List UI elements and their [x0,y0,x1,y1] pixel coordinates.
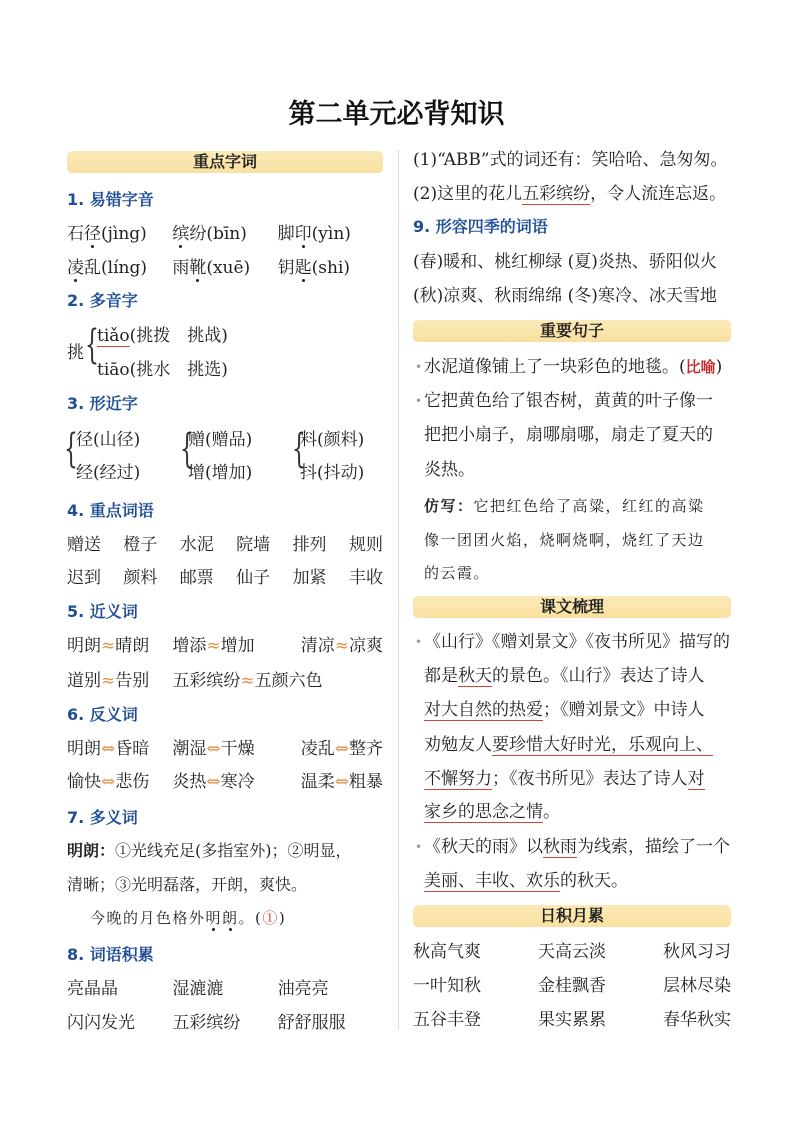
imitation: 像一团团火焰，烧啊烧啊，烧红了天边 [424,531,705,549]
text-span [278,634,383,658]
pron-item [278,256,383,280]
text-span: 果实累累 [538,1010,606,1030]
text-span: 增添 [172,636,207,656]
text-span [172,634,277,658]
text-span: (挑拨 挑战) [129,326,228,346]
text-span: 匙 [294,258,312,278]
text-span: 今晚的月色格外 [90,909,206,927]
pronunciation-row [67,222,383,246]
text-span: { [85,322,99,368]
heading-similar-chars: 3. 形近字 [67,394,138,413]
text-span: tiāo [97,360,130,380]
text-span: 天高云淡 [538,942,606,962]
text-span: ⇔ [101,772,116,792]
sentence: 把把小扇子，扇哪扇哪，扇走了夏天的 [424,425,713,445]
text-span: ；《赠刘景文》中诗人 [543,700,705,720]
text-span: ①光线充足(多指室外)；②明显， [115,841,352,860]
polyphone-reading [97,324,228,348]
text-span: 。 [543,802,560,822]
text-span: (挑水 挑选) [129,360,228,380]
pron-item [172,256,277,280]
text-span: 温柔 [300,772,335,792]
text-span: ≈ [334,636,349,656]
review-text [424,869,628,893]
text-span: tiǎo [97,326,130,346]
text-span: 邮票 [179,568,214,588]
text-span: 一叶知秋 [413,976,481,996]
text-span: 五颜六色 [254,671,323,691]
sentence [415,389,713,413]
idiom-row [413,1008,731,1032]
text-span: 家乡的思念之情 [424,802,543,822]
antonym-row [67,770,383,794]
idiom-row [413,974,731,998]
text-span [172,669,383,693]
similar-char: 经(经过) [76,463,141,483]
text-span: 增加 [220,636,255,656]
section-bar-key-words: 重点字词 [67,151,383,173]
word-row [67,566,383,590]
text-span: 都是 [424,666,458,686]
word-row [67,533,383,557]
text-span: 金桂飘香 [538,976,606,996]
bullet-icon: • [415,635,423,649]
heading-polyphone: 2. 多音字 [67,291,138,310]
text-span: 美丽、丰收、欢乐 [424,871,560,891]
review-text [424,733,713,757]
season-line: (春)暖和、桃红柳绿 (夏)炎热、骄阳似火 [413,252,717,272]
pronunciation-row [67,256,383,280]
text-span: 五彩缤纷 [522,184,591,204]
pron-item [172,222,277,246]
review-text [424,800,560,824]
synonym-row [67,634,383,658]
text-span: 乱 [84,258,101,278]
text-span: ⇔ [334,772,349,792]
text-span: ≈ [206,636,221,656]
text-span: 明朗 [67,739,101,759]
text-span: 纷 [189,224,207,244]
text-span: 的景色。《山行》表达了诗人 [492,666,705,686]
text-span [172,737,277,761]
heading-polysemy: 7. 多义词 [67,808,138,827]
text-span: (bīn) [206,224,247,244]
heading-synonyms: 5. 近义词 [67,602,138,621]
text-span [172,770,277,794]
column-divider [398,150,399,1030]
text-span: 晴朗 [115,636,150,656]
review-text [424,698,705,722]
text-span: 明 [205,909,223,927]
text-span: 水泥 [179,535,214,555]
review-text [424,767,705,791]
text-span: 秋雨 [543,837,577,857]
text-span [278,770,383,794]
text-span: 不懈努力 [424,769,492,789]
heading-seasons: 9. 形容四季的词语 [413,217,548,236]
page-title: 第二单元必背知识 [288,99,505,130]
text-span: 为线索，描绘了一个 [577,837,730,857]
text-span: 石 [67,224,84,244]
text-span: 潮湿 [172,739,207,759]
text-span: ⇔ [206,772,221,792]
text-span: (jìng) [101,224,147,244]
text-span: 油亮亮 [277,979,329,999]
text-span: 凌 [67,258,84,278]
text-span: 仙子 [236,568,271,588]
text-span: 规则 [348,535,383,555]
bullet-icon: • [415,394,423,408]
heading-key-words: 4. 重点词语 [67,501,154,520]
pron-item [67,256,172,280]
text-span: 寒冷 [220,772,255,792]
season-line: (秋)凉爽、秋雨绵绵 (冬)寒冷、冰天雪地 [413,286,717,306]
text-span: 悲伤 [115,772,150,792]
text-span: 丰收 [348,568,383,588]
section-bar-review: 课文梳理 [413,596,731,618]
text-span: 五谷丰登 [413,1010,481,1030]
text-span: 的秋天。 [560,871,628,891]
text-span: 对大自然的热爱 [424,700,543,720]
text-span: 粗暴 [349,772,383,792]
text-span: (2)这里的花儿 [413,184,523,204]
text-span: 雨 [172,258,190,278]
imitation [424,494,705,518]
polysemy-definition [67,839,383,863]
text-span: (xuē) [206,258,251,278]
text-span: 脚 [277,224,295,244]
text-span: 整齐 [349,739,383,759]
text-span: 钥 [277,258,295,278]
text-span: 亮晶晶 [67,979,118,999]
text-span: 它把黄色给了银杏树，黄黄的叶子像一 [424,391,713,411]
text-span: ) [278,909,287,927]
text-span: ) [715,357,723,377]
word-row [67,1011,383,1035]
section-bar-sentences: 重要句子 [413,320,731,342]
text-span: ；《夜书所见》表达了诗人 [492,769,688,789]
text-span: ⇔ [206,739,221,759]
similar-char: 径(山径) [76,430,141,450]
text-span: 院墙 [236,535,271,555]
review-text [424,664,705,688]
pron-item [67,222,172,246]
text-span: 明朗 [67,636,101,656]
text-span: 湿漉漉 [172,979,224,999]
text-span [67,634,172,658]
text-span: (shi) [311,258,351,278]
idiom-row [413,940,731,964]
text-span: 炎热 [172,772,207,792]
note-line [413,182,731,206]
text-span: ，令人流连忘返。 [590,184,727,204]
text-span: ⇔ [101,739,116,759]
section-bar-accumulate: 日积月累 [413,905,731,927]
text-span: 印 [294,224,312,244]
text-span: 春华秋实 [663,1010,731,1030]
similar-char: 增(增加) [188,463,253,483]
text-span: 径 [84,224,101,244]
review-text [415,835,730,859]
note-line: (1)“ABB”式的词还有：笑哈哈、急匆匆。 [413,150,728,170]
text-span: 舒舒服服 [277,1013,346,1033]
text-span: 清凉 [300,636,335,656]
text-span: 凉爽 [349,636,383,656]
polyphone-reading [97,358,228,382]
bullet-icon: • [415,360,423,374]
text-span: 它把红色给了高粱，红红的高粱 [473,497,705,515]
text-span [67,669,172,693]
text-span: 闪闪发光 [67,1013,135,1033]
text-span: 干燥 [220,739,255,759]
text-span: 五彩缤纷 [172,671,241,691]
text-span [278,737,383,761]
text-span: 比喻 [685,358,716,376]
text-span: 赠送 [67,535,101,555]
text-span: ≈ [240,671,255,691]
text-span: 朗 [222,909,239,927]
text-span: 。( [238,909,263,927]
text-span: 加紧 [292,568,327,588]
text-span: 排列 [292,535,327,555]
text-span: { [64,426,78,472]
text-span: (líng) [101,258,147,278]
word-row [67,977,383,1001]
antonym-row [67,737,383,761]
text-span: { [180,426,194,472]
example-answer: ① [262,909,279,927]
text-span: 仿写： [424,497,474,515]
text-span: (yìn) [311,224,351,244]
text-span [67,737,172,761]
pron-item [278,222,383,246]
bullet-icon: • [415,840,423,854]
synonym-row [67,669,383,693]
sentence [415,355,723,379]
text-span: 劝勉友人 [424,735,492,755]
text-span: 道别 [67,671,101,691]
text-span: { [292,426,306,472]
text-span: 凌乱 [300,739,335,759]
text-span: 靴 [189,258,207,278]
text-span: 要珍惜大好时光，乐观向上、 [492,735,713,755]
text-span: 水泥道像铺上了一块彩色的地毯。( [424,357,686,377]
text-span: 颜料 [123,568,158,588]
similar-char: 赠(赠品) [188,430,253,450]
text-span: 五彩缤纷 [172,1013,241,1033]
review-text [415,630,730,654]
sentence: 炎热。 [424,460,475,480]
polysemy-definition: 清晰；③光明磊落，开朗，爽快。 [67,875,308,894]
text-span: 层林尽染 [663,976,731,996]
similar-char: 抖(抖动) [300,463,365,483]
text-span: 迟到 [67,568,101,588]
text-span: 《秋天的雨》以 [424,837,543,857]
text-span: 秋风习习 [663,942,731,962]
text-span: 愉快 [67,772,101,792]
text-span [67,770,172,794]
text-span: 昏暗 [115,739,150,759]
text-span: ≈ [101,671,116,691]
text-span: 对 [687,769,705,789]
polysemy-example [90,906,286,930]
text-span: 缤 [172,224,190,244]
heading-accumulation: 8. 词语积累 [67,945,154,964]
heading-pronunciation: 1. 易错字音 [67,190,154,209]
text-span: ≈ [101,636,116,656]
text-span: 明朗： [67,841,116,860]
text-span: 橙子 [123,535,158,555]
text-span: 秋天 [458,666,492,686]
polyphone-char: 挑 [67,343,84,363]
heading-antonyms: 6. 反义词 [67,705,138,724]
imitation: 的云霞。 [424,564,491,582]
text-span: ⇔ [334,739,349,759]
text-span: 告别 [115,671,150,691]
text-span: 秋高气爽 [413,942,481,962]
text-span: 《山行》《赠刘景文》《夜书所见》描写的 [424,632,730,652]
similar-char: 料(颜料) [300,430,365,450]
